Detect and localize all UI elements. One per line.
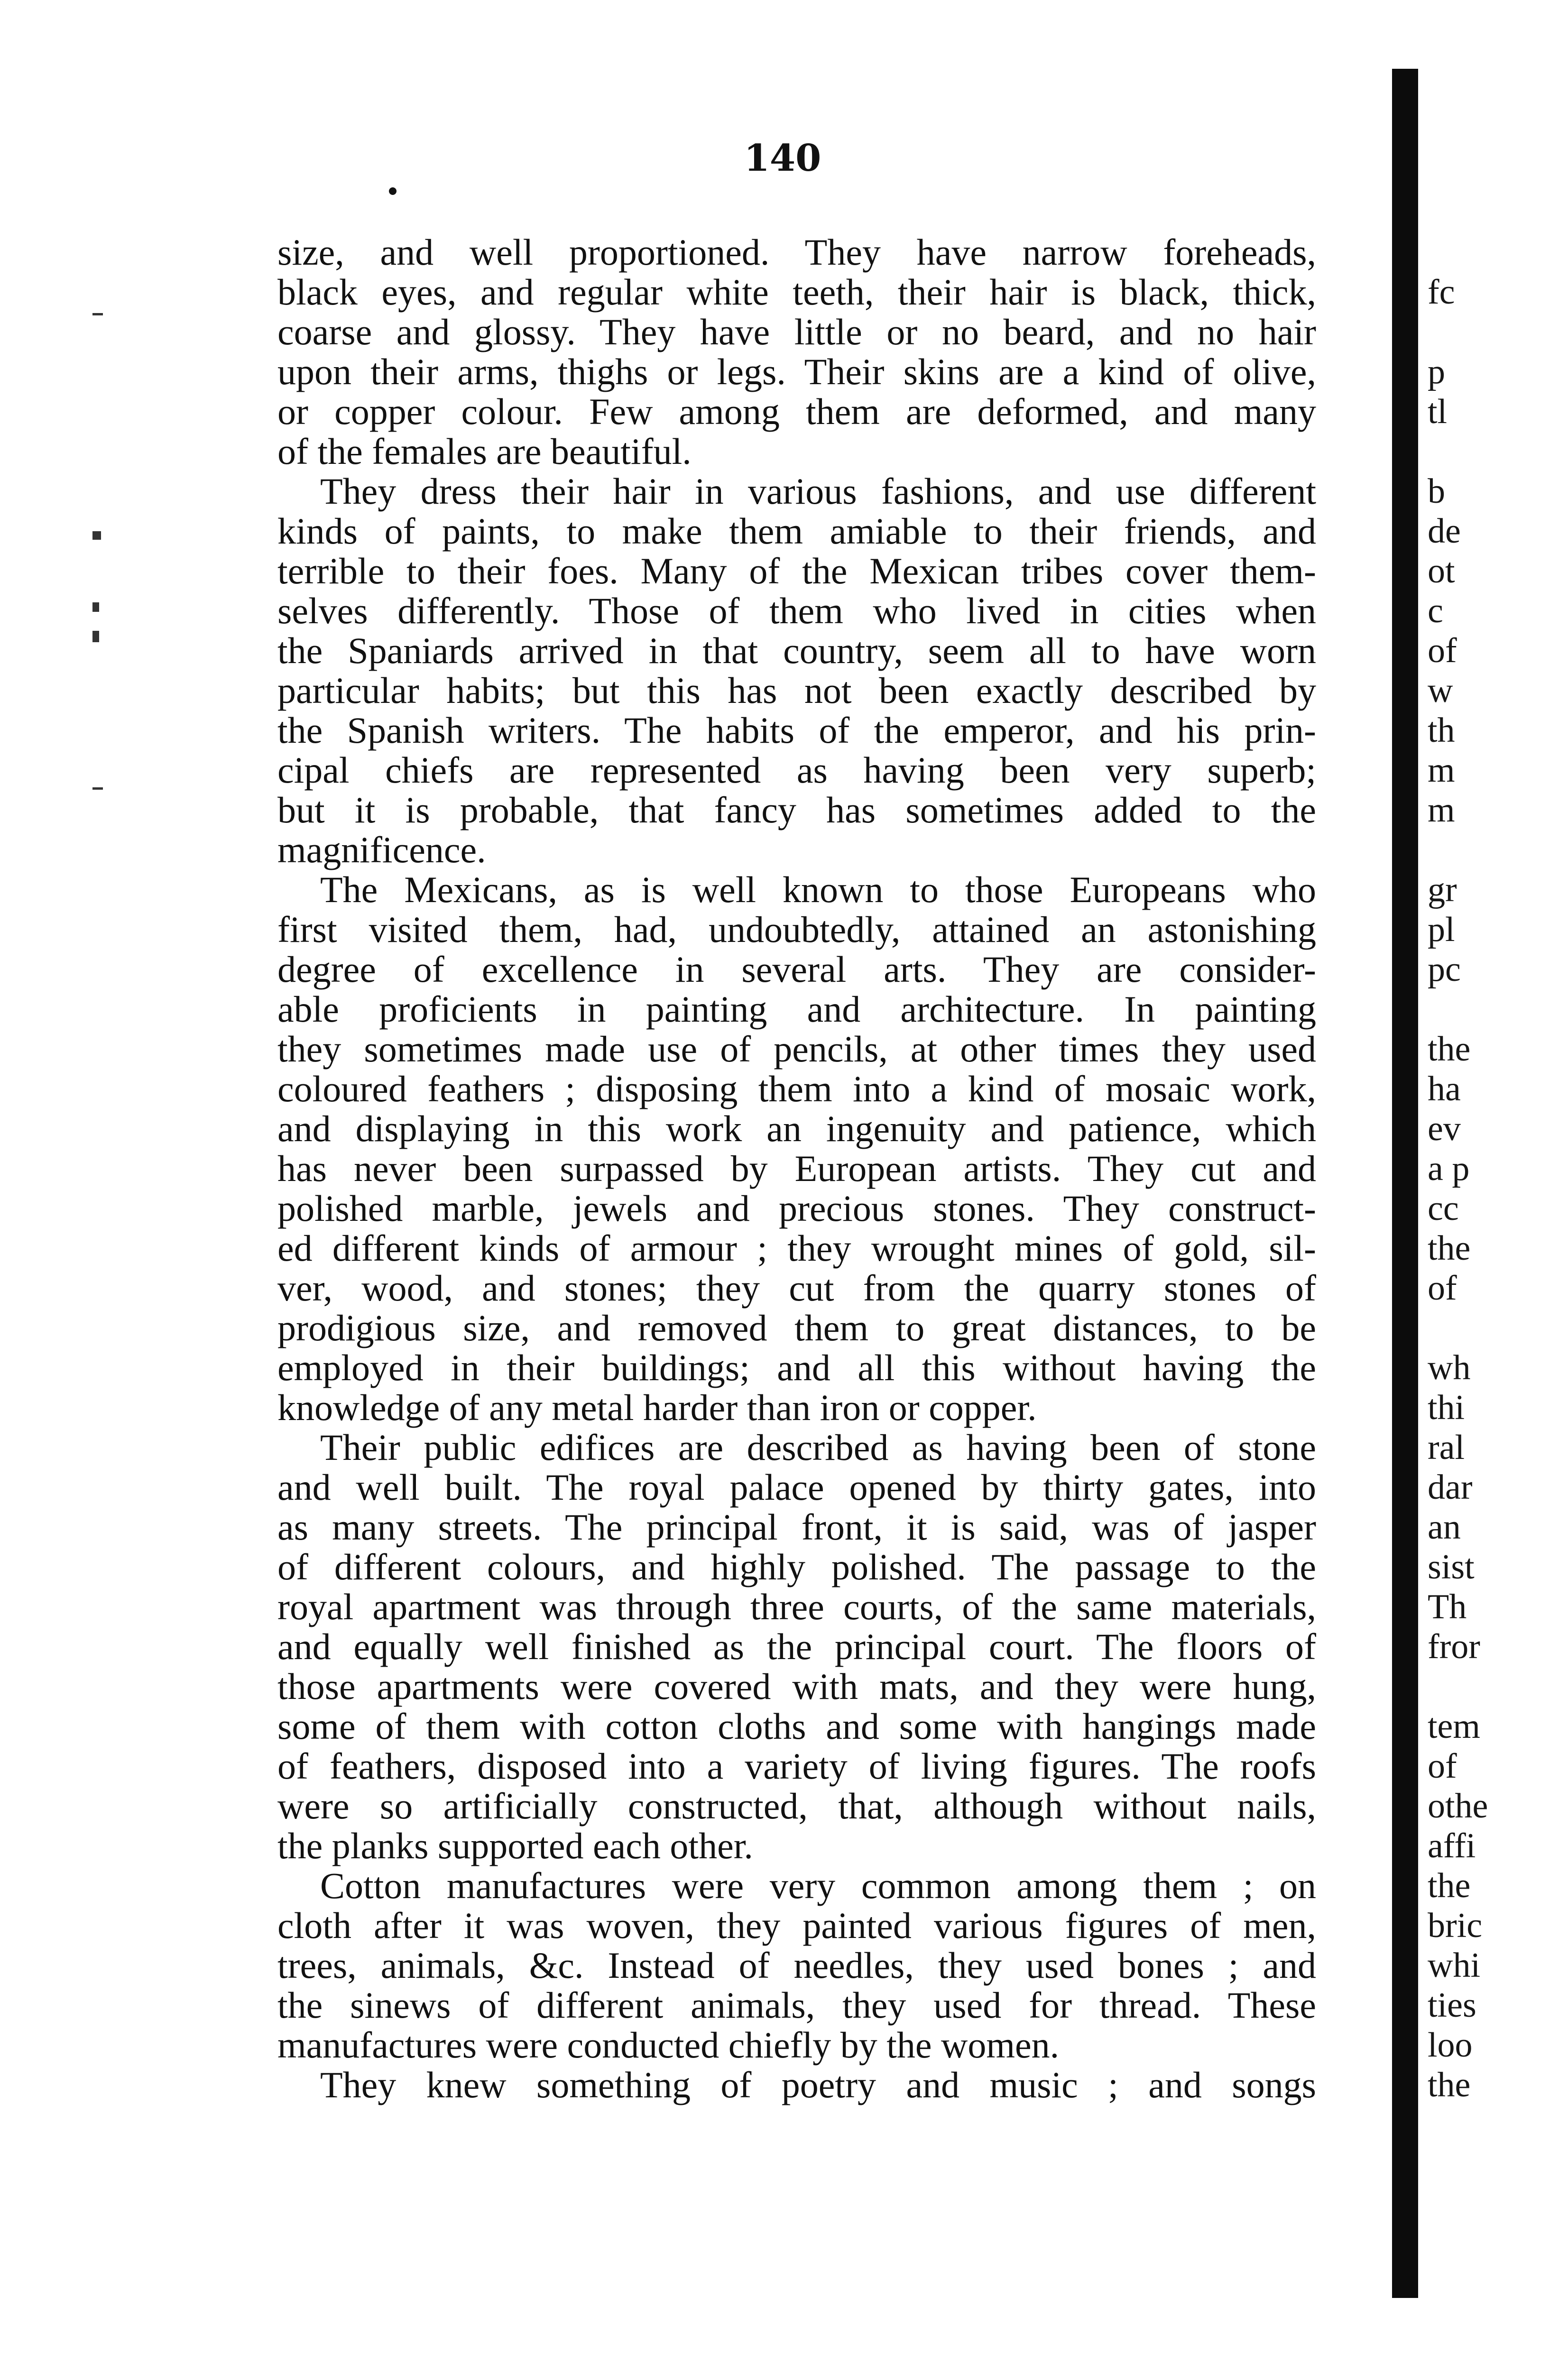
- text-line: upon their arms, thighs or legs. Their skins are a kind of olive,: [277, 351, 1316, 392]
- text-line: selves differently. Those of them who lived in cities when: [277, 590, 1316, 631]
- facing-page-fragment: loo: [1428, 2026, 1473, 2065]
- facing-page-fragment: b: [1428, 472, 1445, 511]
- text-line: coloured feathers ; disposing them into a kind of mosaic work,: [277, 1068, 1316, 1109]
- facing-page-fragment: fc: [1428, 273, 1455, 312]
- facing-page-fragment: ties: [1428, 1986, 1476, 2025]
- facing-page-fragment: [1428, 432, 1560, 471]
- page-number: 140: [744, 137, 821, 180]
- facing-page-fragment: the: [1428, 1866, 1471, 1905]
- facing-page-fragment: pc: [1428, 950, 1461, 989]
- facing-page-fragment: whi: [1428, 1946, 1480, 1985]
- text-line: has never been surpassed by European artists. They cut and: [277, 1148, 1316, 1189]
- binding-gutter-shadow: [1392, 69, 1418, 2298]
- margin-mark: [92, 631, 99, 642]
- text-line: and displaying in this work an ingenuity and patience, which: [277, 1108, 1316, 1149]
- facing-page-fragment: the: [1428, 1229, 1471, 1268]
- text-line: and equally well finished as the principal court. The floors of: [277, 1626, 1316, 1667]
- body-text: [277, 232, 1316, 2105]
- text-line: polished marble, jewels and precious stones. They construct-: [277, 1188, 1316, 1229]
- facing-page-fragment: [1428, 232, 1560, 272]
- text-line: first visited them, had, undoubtedly, attained an astonishing: [277, 909, 1316, 950]
- facing-page-fragment: [1428, 1667, 1560, 1707]
- facing-page-fragment: ral: [1428, 1428, 1465, 1467]
- margin-mark: [92, 531, 101, 540]
- facing-page-edge-text: [1428, 232, 1560, 2105]
- facing-page-fragment: gr: [1428, 870, 1457, 909]
- text-line: particular habits; but this has not been exactly described by: [277, 670, 1316, 711]
- facing-page-fragment: m: [1428, 791, 1455, 830]
- facing-page-fragment: bric: [1428, 1906, 1483, 1945]
- facing-page-fragment: wh: [1428, 1348, 1471, 1387]
- text-line: kinds of paints, to make them amiable to their friends, and: [277, 510, 1316, 552]
- facing-page-fragment: dar: [1428, 1468, 1473, 1507]
- text-line: They dress their hair in various fashions, and use different: [320, 471, 1316, 512]
- facing-page-fragment: the: [1428, 1030, 1471, 1069]
- facing-page-fragment: sist: [1428, 1548, 1475, 1587]
- facing-page-fragment: of: [1428, 631, 1457, 670]
- margin-mark: [92, 602, 99, 612]
- text-line: coarse and glossy. They have little or no beard, and no hair: [277, 311, 1316, 352]
- margin-mark: [92, 313, 103, 315]
- ink-dot: [389, 187, 397, 195]
- facing-page-fragment: othe: [1428, 1787, 1488, 1826]
- text-line: Their public edifices are described as having been of stone: [320, 1427, 1316, 1468]
- facing-page-fragment: a p: [1428, 1149, 1470, 1188]
- text-line: or copper colour. Few among them are deformed, and many: [277, 391, 1316, 432]
- text-line: terrible to their foes. Many of the Mexican tribes cover them-: [277, 550, 1316, 591]
- text-line: trees, animals, &c. Instead of needles, they used bones ; and: [277, 1945, 1316, 1986]
- text-line: as many streets. The principal front, it is said, was of jasper: [277, 1506, 1316, 1548]
- text-line: royal apartment was through three courts, of the same materials,: [277, 1586, 1316, 1627]
- text-line: they sometimes made use of pencils, at other times they used: [277, 1028, 1316, 1070]
- facing-page-fragment: tem: [1428, 1707, 1480, 1746]
- text-line: manufactures were conducted chiefly by the women.: [277, 2024, 1060, 2066]
- facing-page-fragment: an: [1428, 1508, 1461, 1547]
- facing-page-fragment: th: [1428, 711, 1455, 750]
- text-line: ver, wood, and stones; they cut from the quarry stones of: [277, 1267, 1316, 1309]
- text-line: black eyes, and regular white teeth, their hair is black, thick,: [277, 271, 1316, 313]
- facing-page-fragment: pl: [1428, 910, 1455, 949]
- text-line: the sinews of different animals, they used for thread. These: [277, 1984, 1316, 2026]
- text-line: the Spanish writers. The habits of the emperor, and his prin-: [277, 710, 1316, 751]
- text-line: were so artificially constructed, that, although without nails,: [277, 1785, 1316, 1827]
- facing-page-fragment: of: [1428, 1269, 1457, 1308]
- text-line: of feathers, disposed into a variety of living figures. The roofs: [277, 1745, 1316, 1787]
- text-line: degree of excellence in several arts. They are consider-: [277, 949, 1316, 990]
- text-line: some of them with cotton cloths and some with hangings made: [277, 1706, 1316, 1747]
- facing-page-fragment: thi: [1428, 1388, 1465, 1427]
- text-line: the planks supported each other.: [277, 1825, 753, 1866]
- facing-page-fragment: ot: [1428, 552, 1455, 590]
- text-line: magnificence.: [277, 829, 486, 870]
- text-line: those apartments were covered with mats, and they were hung,: [277, 1666, 1316, 1707]
- facing-page-fragment: de: [1428, 512, 1461, 551]
- facing-page-fragment: the: [1428, 2066, 1471, 2104]
- facing-page-fragment: ev: [1428, 1109, 1461, 1148]
- text-line: They knew something of poetry and music ; and songs: [320, 2064, 1316, 2105]
- facing-page-fragment: [1428, 989, 1560, 1029]
- facing-page-fragment: tl: [1428, 392, 1448, 431]
- facing-page-fragment: fror: [1428, 1627, 1480, 1666]
- text-line: prodigious size, and removed them to great distances, to be: [277, 1307, 1316, 1348]
- facing-page-fragment: [1428, 1308, 1560, 1348]
- facing-page-fragment: c: [1428, 591, 1443, 630]
- facing-page-fragment: [1428, 312, 1560, 352]
- text-line: of the females are beautiful.: [277, 431, 692, 472]
- facing-page-fragment: w: [1428, 671, 1453, 710]
- margin-mark: [92, 787, 103, 790]
- text-line: cloth after it was woven, they painted various figures of men,: [277, 1905, 1316, 1946]
- facing-page-fragment: ha: [1428, 1070, 1461, 1108]
- facing-page-fragment: m: [1428, 751, 1455, 790]
- text-line: knowledge of any metal harder than iron or copper.: [277, 1387, 1037, 1428]
- facing-page-fragment: of: [1428, 1747, 1457, 1786]
- text-line: able proficients in painting and architecture. In painting: [277, 988, 1316, 1030]
- facing-page-fragment: p: [1428, 352, 1445, 391]
- text-line: employed in their buildings; and all this without having the: [277, 1347, 1316, 1388]
- facing-page-fragment: cc: [1428, 1189, 1459, 1228]
- facing-page-fragment: affi: [1428, 1827, 1476, 1865]
- text-line: and well built. The royal palace opened by thirty gates, into: [277, 1467, 1316, 1508]
- text-line: the Spaniards arrived in that country, seem all to have worn: [277, 630, 1316, 671]
- text-line: size, and well proportioned. They have narrow foreheads,: [277, 231, 1316, 273]
- text-line: ed different kinds of armour ; they wrought mines of gold, sil-: [277, 1227, 1316, 1269]
- text-line: Cotton manufactures were very common among them ; on: [320, 1865, 1316, 1906]
- facing-page-fragment: [1428, 830, 1560, 870]
- text-line: cipal chiefs are represented as having been very superb;: [277, 749, 1316, 791]
- facing-page-fragment: Th: [1428, 1587, 1467, 1626]
- text-line: of different colours, and highly polished. The passage to the: [277, 1546, 1316, 1587]
- text-line: but it is probable, that fancy has sometimes added to the: [277, 789, 1316, 830]
- text-line: The Mexicans, as is well known to those Europeans who: [320, 869, 1316, 910]
